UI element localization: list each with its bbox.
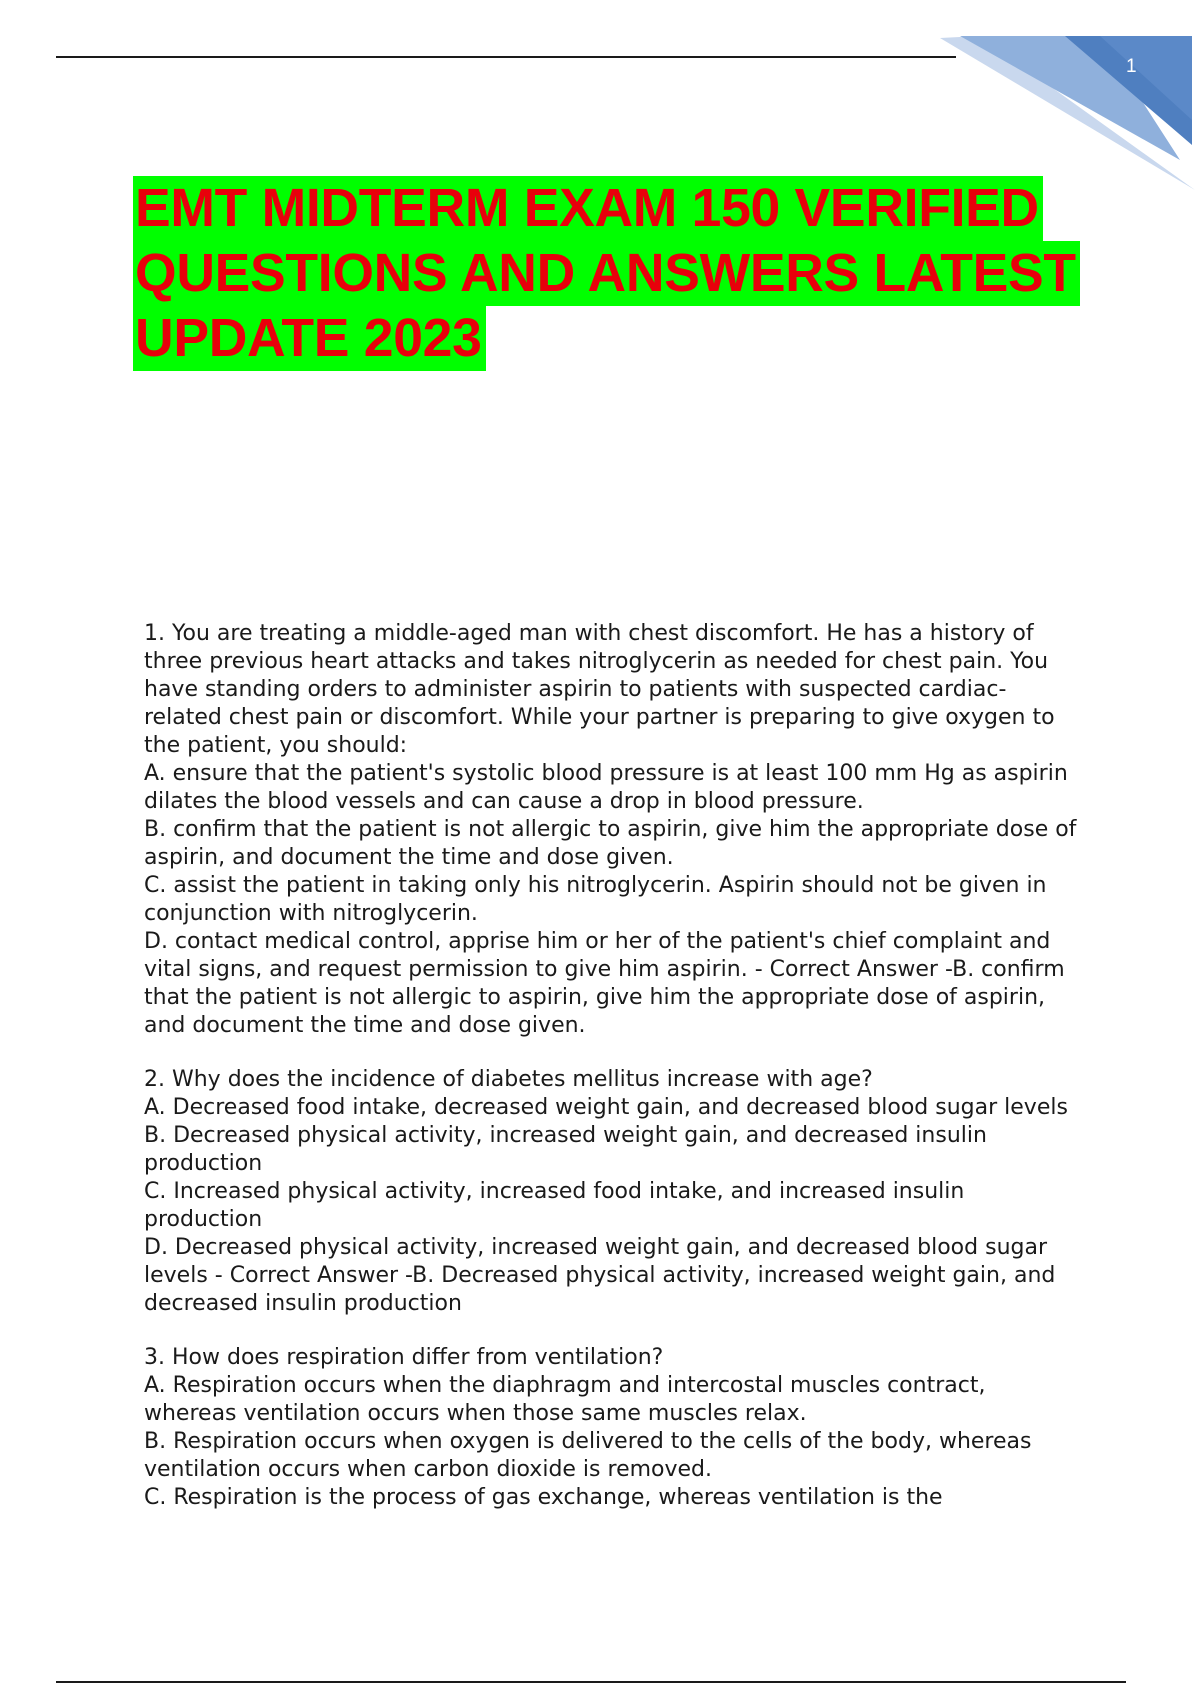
answer-option: C. assist the patient in taking only his nitroglycerin. Aspirin should not be given in conjunction with nitroglycerin. <box>144 873 1047 926</box>
answer-option: B. Respiration occurs when oxygen is delivered to the cells of the body, whereas ventilation occurs when carbon dioxide is removed. <box>144 1429 1032 1482</box>
answer-option: B. confirm that the patient is not allergic to aspirin, give him the appropriate dose of aspirin, and document the time and dose given. <box>144 817 1077 870</box>
answer-option: C. Respiration is the process of gas exchange, whereas ventilation is the <box>144 1485 943 1510</box>
question-prompt: 2. Why does the incidence of diabetes mellitus increase with age? <box>144 1067 873 1092</box>
header-rule <box>56 56 956 58</box>
answer-option: D. Decreased physical activity, increased weight gain, and decreased blood sugar levels - Correct Answer -B. Decreased physical activity, increased weight gain, and decreased insulin production <box>144 1235 1056 1316</box>
document-title <box>133 176 1153 371</box>
corner-decoration <box>940 0 1200 200</box>
answer-option: A. Decreased food intake, decreased weight gain, and decreased blood sugar levels <box>144 1095 1068 1120</box>
title-line: QUESTIONS AND ANSWERS LATEST <box>133 241 1080 306</box>
answer-option: A. Respiration occurs when the diaphragm and intercostal muscles contract, whereas ventilation occurs when those same muscles relax. <box>144 1373 986 1426</box>
title-line: UPDATE 2023 <box>133 306 486 371</box>
answer-option: C. Increased physical activity, increased food intake, and increased insulin production <box>144 1179 965 1232</box>
question-item <box>144 620 1084 1040</box>
question-list <box>144 620 1084 1538</box>
question-prompt: 3. How does respiration differ from ventilation? <box>144 1345 664 1370</box>
question-item <box>144 1344 1084 1512</box>
answer-option: D. contact medical control, apprise him or her of the patient's chief complaint and vital signs, and request permission to give him aspirin. - Correct Answer -B. confirm that the patient is not allergic to aspirin, give him the appropriate dose of aspirin, and document the time and dose given. <box>144 929 1065 1038</box>
question-item <box>144 1066 1084 1318</box>
answer-option: A. ensure that the patient's systolic blood pressure is at least 100 mm Hg as aspirin dilates the blood vessels and can cause a drop in blood pressure. <box>144 761 1068 814</box>
title-line: EMT MIDTERM EXAM 150 VERIFIED <box>133 176 1043 241</box>
page-number: 1 <box>1126 56 1137 77</box>
question-prompt: 1. You are treating a middle-aged man with chest discomfort. He has a history of three previous heart attacks and takes nitroglycerin as needed for chest pain. You have standing orders to administer aspirin to patients with suspected cardiac-related chest pain or discomfort. While your partner is preparing to give oxygen to the patient, you should: <box>144 621 1055 758</box>
answer-option: B. Decreased physical activity, increased weight gain, and decreased insulin production <box>144 1123 987 1176</box>
footer-rule <box>56 1681 1126 1683</box>
